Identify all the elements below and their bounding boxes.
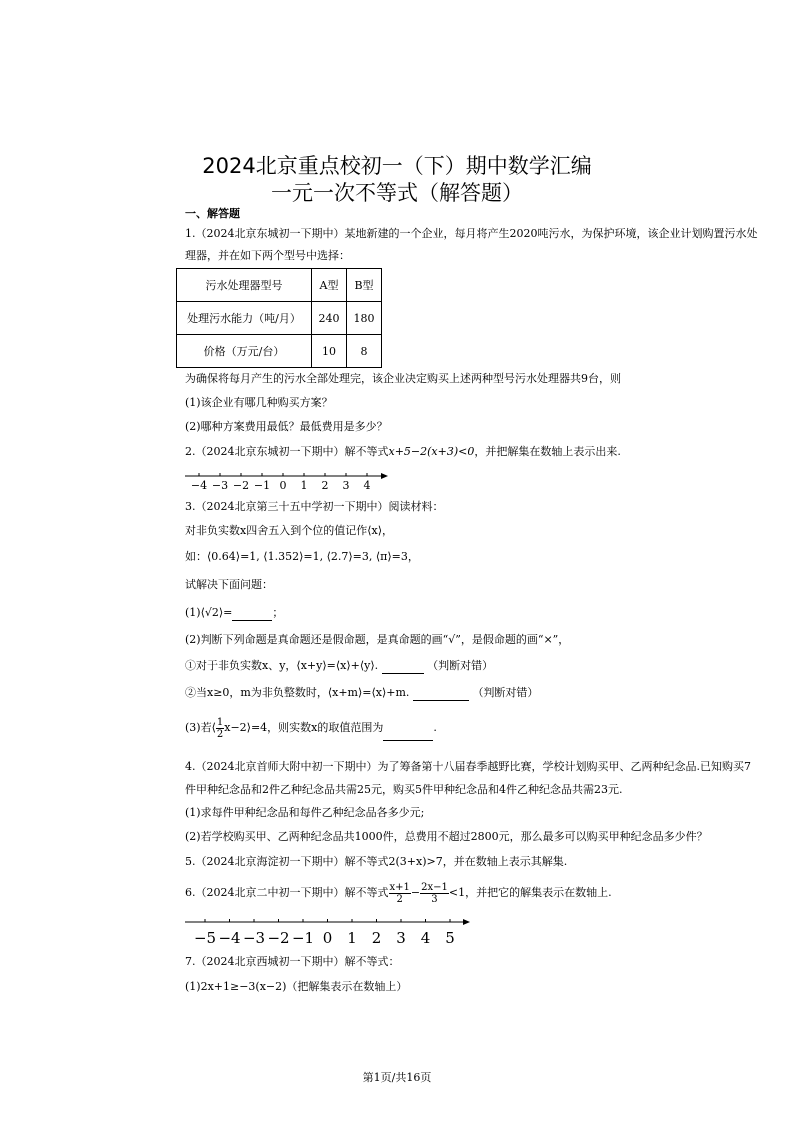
table-cell: 10: [312, 335, 347, 368]
table-header-cell: A型: [312, 269, 347, 302]
q1-after-table: 为确保将每月产生的污水全部处理完，该企业决定购买上述两种型号污水处理器共9台，则: [185, 372, 621, 385]
fraction-denominator: 2: [216, 728, 224, 740]
table-cell: 价格（万元/台）: [177, 335, 312, 368]
table-row: [177, 302, 382, 335]
fraction-right: [420, 882, 449, 905]
q2-suffix: ，并把解集在数轴上表示出来.: [474, 445, 621, 458]
table-header-row: [177, 269, 382, 302]
q1-part2: (2)哪种方案费用最低？最低费用是多少？: [185, 420, 388, 433]
tick-label: 2: [371, 929, 382, 947]
tick-label: 0: [322, 929, 333, 947]
table-cell: 处理污水能力（吨/月）: [177, 302, 312, 335]
table-header-cell: B型: [347, 269, 382, 302]
q3-claim2-hint: （判断对错）: [472, 686, 539, 699]
q5-text: 5.（2024北京海淀初一下期中）解不等式2(3+x)>7，并在数轴上表示其解集.: [185, 855, 568, 868]
tick-label: 4: [363, 479, 371, 492]
q3-definition: 对非负实数x四舍五入到个位的值记作⟨x⟩，: [185, 524, 393, 537]
fraction-numerator: 1: [216, 716, 224, 728]
q4-part2: (2)若学校购买甲、乙两种纪念品共1000件，总费用不超过2800元，那么最多可以购买甲种纪念品多少件？: [185, 830, 708, 843]
q3-part1: (1)⟨√2⟩= ；: [185, 606, 284, 619]
answer-blank[interactable]: [382, 659, 424, 674]
page-title: 2024北京重点校初一（下）期中数学汇编: [202, 154, 592, 178]
tick-label: −2: [232, 479, 250, 492]
page-subtitle: 一元一次不等式（解答题）: [271, 181, 523, 205]
tick-label: 3: [396, 929, 406, 947]
fraction-left: [389, 882, 411, 905]
tick-label: 2: [321, 479, 329, 492]
table-cell: 8: [347, 335, 382, 368]
tick-label: 3: [342, 479, 350, 492]
q3-example: 如：⟨0.64⟩=1, ⟨1.352⟩=1, ⟨2.7⟩=3, ⟨π⟩=3，: [185, 550, 419, 563]
q3-claim1-hint: （判断对错）: [427, 659, 494, 672]
tick-label: −2: [267, 929, 290, 947]
q3-part3-mid: x−2⟩=4，则实数x的取值范围为: [224, 721, 384, 734]
table-cell: 240: [312, 302, 347, 335]
processor-table: [176, 268, 382, 368]
tick-label: −3: [211, 479, 229, 492]
tick-label: 0: [279, 479, 287, 492]
q3-claim1: [185, 659, 493, 674]
q1-part1: (1)该企业有哪几种购买方案？: [185, 396, 333, 409]
q3-part3: [185, 716, 437, 741]
q6-minus: −: [410, 886, 421, 899]
table-cell: 180: [347, 302, 382, 335]
q2-text: [185, 445, 621, 459]
tick-label: 4: [420, 929, 431, 947]
q2-inequality: x+5−2(x+3)<0: [388, 445, 475, 458]
q7-intro: 7.（2024北京西城初一下期中）解不等式：: [185, 955, 400, 968]
q4-intro: 4.（2024北京首师大附中初一下期中）为了筹备第十八届春季越野比赛，学校计划购买甲、乙两种纪念品.已知购买7件甲种纪念品和2件乙种纪念品共需25元，购买5件甲种纪念品和4件乙种纪念品共需23元.: [185, 760, 751, 796]
page-footer: 第1页/共16页: [362, 1071, 432, 1084]
fraction-denominator: 2: [396, 893, 403, 905]
q3-part3-prefix: (3)若⟨: [185, 721, 216, 734]
tick-label: −3: [242, 929, 266, 947]
fraction-numerator: 2x−1: [421, 881, 448, 893]
arrow-head-icon: [381, 473, 388, 479]
q3-claim2-text: ②当x≥0，m为非负整数时，⟨x+m⟩=⟨x⟩+m.: [185, 686, 410, 699]
q3-part2: (2)判断下列命题是真命题还是假命题，是真命题的画“√”，是假命题的画“×”，: [185, 633, 570, 646]
fraction-half: [216, 717, 224, 740]
q6-relation: <1: [448, 886, 466, 899]
section-heading: 一、解答题: [185, 207, 240, 220]
table-row: [177, 335, 382, 368]
q6-prefix: 6.（2024北京二中初一下期中）解不等式: [185, 886, 389, 899]
q6-text: [185, 880, 612, 906]
tick-label: 5: [445, 929, 455, 947]
tick-label: −1: [253, 479, 271, 492]
q3-claim1-text: ①对于非负实数x、y，⟨x+y⟩=⟨x⟩+⟨y⟩.: [185, 659, 379, 672]
tick-label: −1: [291, 929, 315, 947]
tick-label: −5: [193, 929, 217, 947]
tick-label: 1: [300, 479, 308, 492]
q3-part1-expr: ⟨√2⟩=: [200, 606, 233, 619]
q3-claim2: [185, 686, 538, 701]
fraction-numerator: x+1: [389, 881, 410, 893]
q3-part1-number: (1): [185, 606, 201, 619]
answer-blank[interactable]: [413, 686, 469, 701]
table-header-cell: 污水处理器型号: [177, 269, 312, 302]
q7-part1: (1)2x+1≥−3(x−2)（把解集表示在数轴上）: [185, 980, 408, 993]
q6-suffix: ，并把它的解集表示在数轴上.: [465, 886, 612, 899]
number-line-q2: [183, 470, 393, 492]
q3-task: 试解决下面问题：: [185, 578, 273, 591]
q3-part3-end: .: [433, 721, 437, 734]
number-line-q6: [183, 915, 473, 947]
arrow-head-icon: [463, 919, 470, 925]
tick-label: −4: [218, 929, 241, 947]
tick-label: 1: [347, 929, 357, 947]
fraction-denominator: 3: [431, 893, 438, 905]
answer-blank[interactable]: [232, 606, 272, 621]
q2-prefix: 2.（2024北京东城初一下期中）解不等式: [185, 445, 389, 458]
q4-part1: (1)求每件甲种纪念品和每件乙种纪念品各多少元;: [185, 806, 425, 819]
axis-ticks: [194, 919, 455, 947]
tick-label: −4: [190, 479, 208, 492]
q1-intro: 1.（2024北京东城初一下期中）某地新建的一个企业，每月将产生2020吨污水，为保护环境，该企业计划购置污水处理器，并在如下两个型号中选择：: [185, 227, 758, 262]
answer-blank[interactable]: [383, 716, 433, 741]
q3-intro: 3.（2024北京第三十五中学初一下期中）阅读材料：: [185, 500, 444, 513]
